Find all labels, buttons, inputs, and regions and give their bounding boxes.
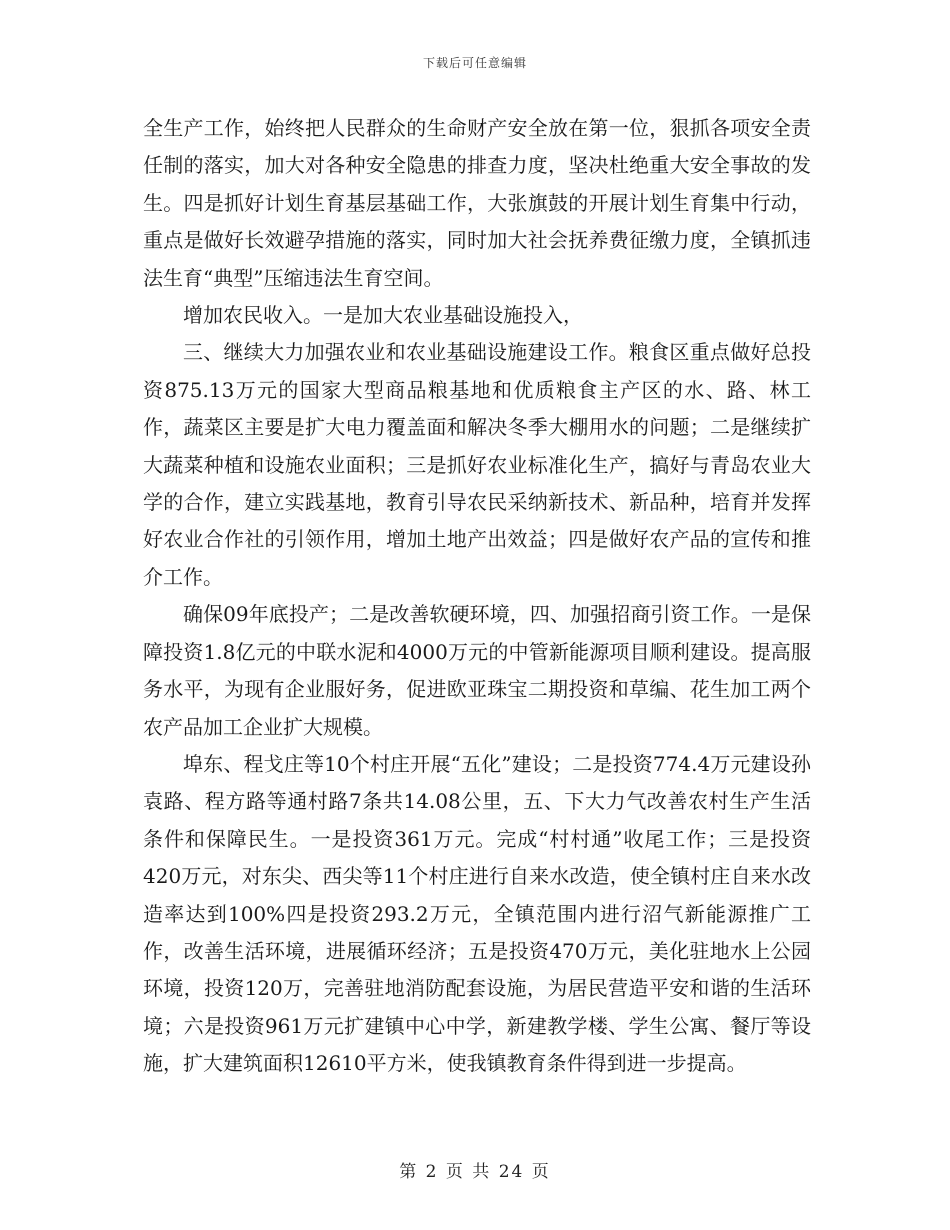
page-footer: 第 2 页 共 24 页 [399,1162,551,1182]
paragraph-1: 全生产工作，始终把人民群众的生命财产安全放在第一位，狠抓各项安全责任制的落实，加大对各种安全隐患的排查力度，坚决杜绝重大安全事故的发生。四是抓好计划生育基层基础工作，大张旗鼓的开展计划生育集中行动，重点是做好长效避孕措施的落实，同时加大社会抚养费征缴力度，全镇抓违法生育“典型”压缩违法生育空间。 [143,116,811,290]
page-header: 下载后可任意编辑 [422,56,527,70]
paragraph-5: 埠东、程戈庄等10个村庄开展“五化”建设；二是投资774.4万元建设孙袁路、程方路等通村路7条共14.08公里，五、下大力气改善农村生产生活条件和保障民生。一是投资361万元。完成“村村通”收尾工作；三是投资420万元，对东尖、西尖等11个村庄进行自来水改造，使全镇村庄自来水改造率达到100%四是投资293.2万元，全镇范围内进行沼气新能源推广工作，改善生活环境，进展循环经济；五是投资470万元，美化驻地水上公园环境，投资120万，完善驻地消防配套设施，为居民营造平安和谐的生活环境；六是投资961万元扩建镇中心中学，新建教学楼、学生公寓、餐厅等设施，扩大建筑面积12610平方米，使我镇教育条件得到进一步提高。 [143,751,811,1076]
paragraph-4: 确保09年底投产；二是改善软硬环境，四、加强招商引资工作。一是保障投资1.8亿元的中联水泥和4000万元的中管新能源项目顺利建设。提高服务水平，为现有企业服好务，促进欧亚珠宝二期投资和草编、花生加工两个农产品加工企业扩大规模。 [143,602,811,739]
paragraph-2: 增加农民收入。一是加大农业基础设施投入， [183,303,583,328]
paragraph-3: 三、继续大力加强农业和农业基础设施建设工作。粮食区重点做好总投资875.13万元的国家大型商品粮基地和优质粮食主产区的水、路、林工作，蔬菜区主要是扩大电力覆盖面和解决冬季大棚用水的问题；二是继续扩大蔬菜种植和设施农业面积；三是抓好农业标准化生产，搞好与青岛农业大学的合作，建立实践基地，教育引导农民采纳新技术、新品种，培育并发挥好农业合作社的引领作用，增加土地产出效益；四是做好农产品的宣传和推介工作。 [143,340,811,589]
document-body [143,110,811,1083]
